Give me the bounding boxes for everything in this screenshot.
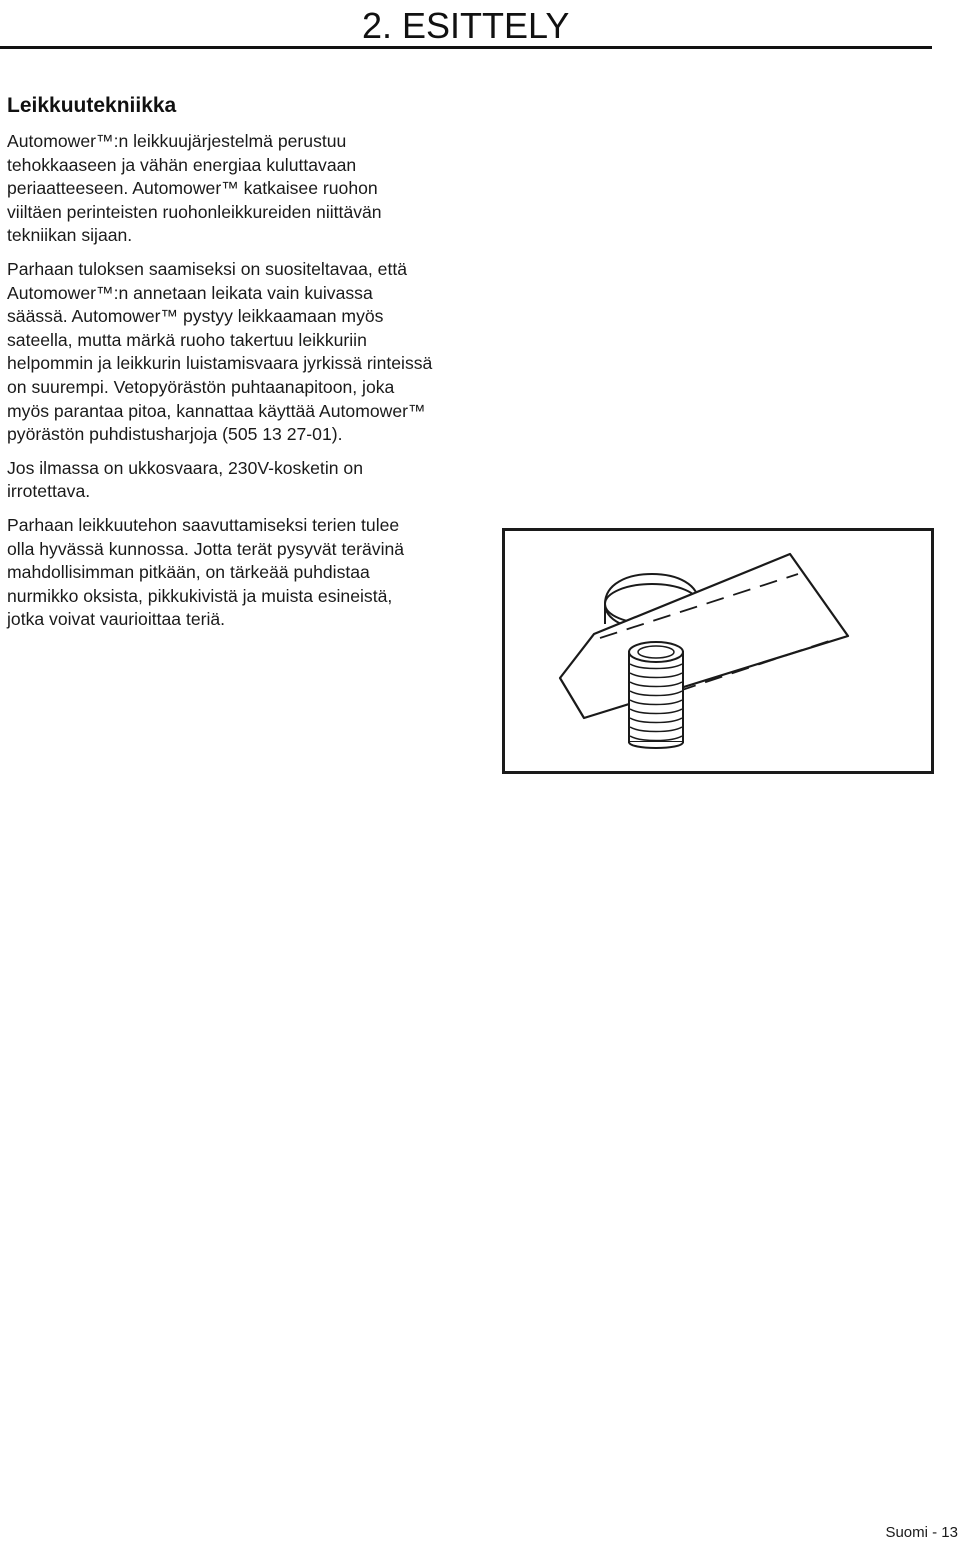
paragraph-dry-weather [7,258,487,447]
page-number: Suomi - 13 [885,1524,958,1541]
text-line: Parhaan tuloksen saamiseksi on suositeltavaa, että [7,258,408,279]
text-line: Jos ilmassa on ukkosvaara, 230V-kosketin on [7,457,363,478]
text-line: jotka voivat vaurioittaa teriä. [7,609,226,630]
text-line: nurmikko oksista, pikkukivistä ja muista esineistä, [7,585,393,606]
text-line: myös parantaa pitoa, kannattaa käyttää Automower™ [7,400,426,421]
screw-shape [629,642,683,748]
text-line: periaatteeseen. Automower™ katkaisee ruohon [7,178,378,199]
text-line: Parhaan leikkuutehon saavuttamiseksi terien tulee [7,514,400,535]
paragraph-thunderstorm [7,457,487,504]
text-line: irrotettava. [7,481,91,502]
paragraph-blade-condition [7,514,487,632]
header-rule [0,46,932,49]
paragraph-cutting-principle [7,130,487,248]
text-line: Automower™:n annetaan leikata vain kuivassa [7,282,373,303]
blade-figure [502,528,934,774]
text-line: tehokkaaseen ja vähän energiaa kuluttavaan [7,154,357,175]
text-line: viiltäen perinteisten ruohonleikkureiden niittävän [7,201,382,222]
text-line: tekniikan sijaan. [7,225,133,246]
body-text [7,130,487,632]
text-line: sateella, mutta märkä ruoho takertuu leikkuriin [7,329,367,350]
chapter-title: 2. ESITTELY [362,5,570,46]
text-line: olla hyvässä kunnossa. Jotta terät pysyvät terävinä [7,538,405,559]
text-line: on suurempi. Vetopyörästön puhtaanapitoon, joka [7,376,395,397]
blade-screw-illustration-icon [502,528,934,774]
text-line: mahdollisimman pitkään, on tärkeää puhdistaa [7,562,370,583]
text-line: säässä. Automower™ pystyy leikkaamaan myös [7,306,384,327]
text-line: helpommin ja leikkurin luistamisvaara jyrkissä rinteissä [7,353,433,374]
section-heading: Leikkuutekniikka [7,94,177,117]
text-line: Automower™:n leikkuujärjestelmä perustuu [7,131,347,151]
text-line: pyörästön puhdistusharjoja (505 13 27-01). [7,424,343,445]
